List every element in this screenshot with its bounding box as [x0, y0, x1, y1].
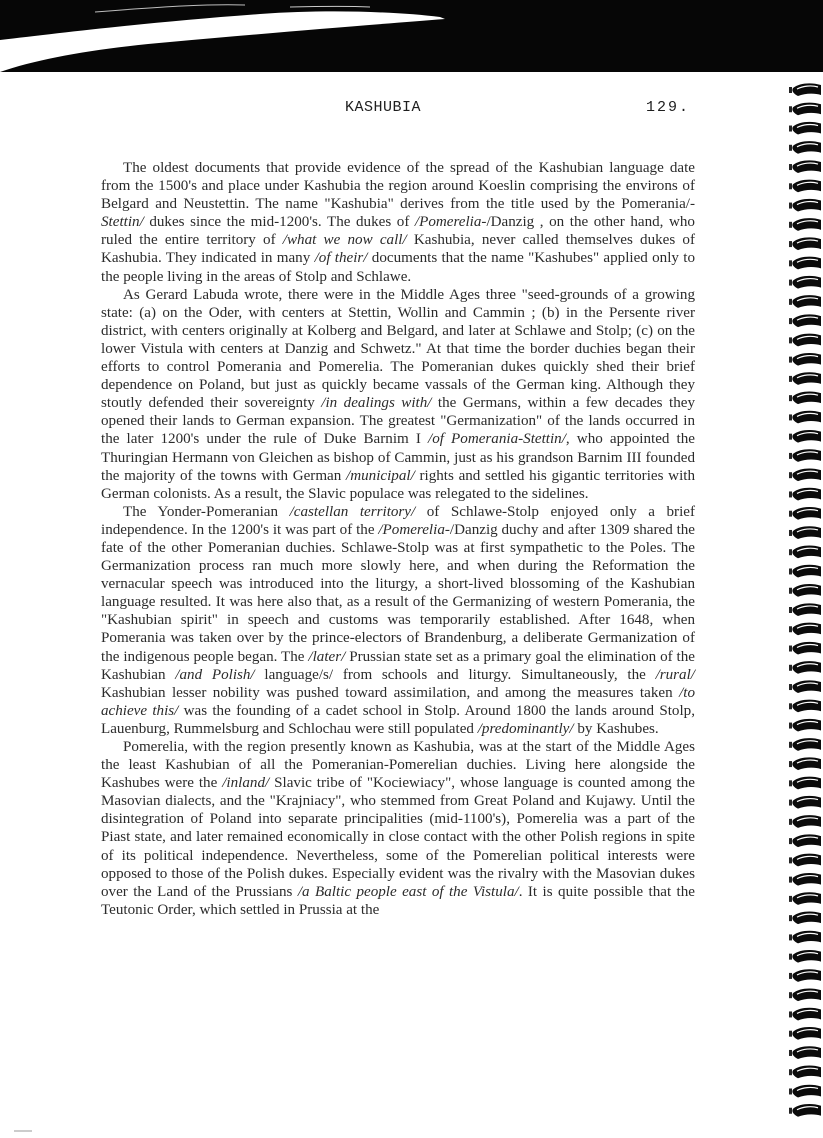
- header-title: KASHUBIA: [345, 99, 422, 116]
- italic-insertion: /inland/: [222, 775, 270, 792]
- text-run: , who appointed the Thuringian Hermann von Gleichen as bishop of Cammin, just as his grandson Barnim III founded the majority of the towns with German: [101, 431, 695, 484]
- binding-coil: [789, 1008, 821, 1021]
- binding-coil: [789, 661, 821, 674]
- binding-coil: [789, 1104, 821, 1117]
- binding-coil: [789, 160, 821, 173]
- binding-coil: [789, 257, 821, 270]
- scan-bottom-edge: [0, 1120, 823, 1128]
- binding-coil: [789, 642, 821, 655]
- binding-coil: [789, 141, 821, 154]
- text-run: As Gerard Labuda wrote, there were in the Middle Ages three "seed-grounds of a growing state: (a) on the Oder, with centers at Stettin, Wollin and Cammin ; (b) in the Persente river district, with centers originally at Kolberg and Belgard, and later at Schlawe and Stolp; (c) on the lower Vistula with centers at Danzig and Schwetz." At that time the border duchies began their efforts to control Pomerania and Pomerelia. The Pomeranian dukes quickly shed their brief dependence on Poland, but just as quickly became vassals of the German king. Although they stoutly defended their sovereignty: [101, 286, 695, 412]
- binding-coil: [789, 680, 821, 693]
- italic-insertion: /a Baltic people east of the Vistula/: [297, 883, 519, 900]
- binding-coil: [789, 180, 821, 193]
- binding-coil: [789, 237, 821, 250]
- text-run: Prussian state set as a primary goal the elimination of the Kashubian: [101, 648, 695, 683]
- spiral-binding-coils: [785, 78, 823, 1118]
- text-run: /Danzig , on the other hand, who ruled the entire territory of: [101, 214, 695, 249]
- binding-coil: [789, 122, 821, 135]
- page-edge-curl: [0, 0, 823, 72]
- binding-coil: [789, 507, 821, 520]
- scan-top-shadow: [0, 0, 823, 72]
- binding-coil: [789, 488, 821, 501]
- binding-coil: [789, 218, 821, 231]
- binding-coil: [789, 584, 821, 597]
- text-run: of Schlawe-Stolp enjoyed only a brief independence. In the 1200's it was part of the: [101, 503, 695, 538]
- binding-coil: [789, 603, 821, 616]
- binding-coil: [789, 83, 821, 96]
- italic-insertion: /later/: [308, 648, 346, 665]
- text-run: dukes since the mid-1200's. The dukes of: [143, 214, 415, 231]
- binding-coil: [789, 700, 821, 713]
- text-run: by Kashubes.: [573, 720, 659, 737]
- binding-coil: [789, 796, 821, 809]
- text-run: rights and settled his gigantic territories with German colonists. As a result, the Slavic populace was relegated to the sidelines.: [101, 467, 696, 502]
- italic-insertion: /Pomerelia-: [414, 214, 487, 231]
- binding-coil: [789, 526, 821, 539]
- binding-coil: [789, 1046, 821, 1059]
- text-run: Kashubian lesser nobility was pushed toward assimilation, and among the measures taken: [101, 684, 680, 701]
- text-run: documents that the name "Kashubes" applied only to the people living in the areas of Stolp and Schlawe.: [101, 250, 696, 285]
- binding-coil: [789, 719, 821, 732]
- binding-coil: [789, 988, 821, 1001]
- binding-coil: [789, 430, 821, 443]
- binding-coil: [789, 314, 821, 327]
- text-run: The oldest documents that provide evidence of the spread of the Kashubian language date from the 1500's and place under Kashubia the region around Koeslin comprising the environs of Belgard and Neustettin. The name "Kashubia" derives from the title used by the Pomerania/: [101, 160, 695, 213]
- italic-insertion: /rural/: [655, 666, 695, 683]
- paragraph: [101, 503, 695, 738]
- binding-coil: [789, 738, 821, 751]
- paragraph: [101, 286, 695, 503]
- binding-coil: [789, 1027, 821, 1040]
- binding-coil: [789, 546, 821, 559]
- italic-insertion: /what we now call/: [282, 232, 407, 249]
- binding-coil: [789, 565, 821, 578]
- italic-insertion: /castellan territory/: [289, 503, 416, 520]
- text-run: Slavic tribe of "Kociewiacy", whose language is counted among the Masovian dialects, and the "Krajniacy", who stemmed from Great Poland and Kujawy. Until the disintegration of Poland into separate principalities (mid-1100's), Pomerelia was a part of the Piast state, and later remained economically in close contact with the other Polish regions in spite of its political independence. Nevertheless, some of the Pomerelian political interests were opposed to those of the Polish dukes. Especially evident was the rivalry with the Masovian dukes over the Land of the Prussians: [101, 775, 695, 900]
- binding-coil: [789, 372, 821, 385]
- text-run: the Germans, within a few decades they opened their lands to German expansion. The greatest "Germanization" of the lands occurred in the later 1200's under the rule of Duke Barnim I: [101, 395, 695, 448]
- binding-coil: [789, 411, 821, 424]
- binding-coil: [789, 1066, 821, 1079]
- binding-coil: [789, 1085, 821, 1098]
- binding-coil: [789, 950, 821, 963]
- binding-coil: [789, 815, 821, 828]
- binding-coil: [789, 892, 821, 905]
- binding-coil: [789, 777, 821, 790]
- italic-insertion: /to achieve this/: [101, 684, 695, 719]
- binding-coil: [789, 757, 821, 770]
- binding-coil: [789, 449, 821, 462]
- binding-coil: [789, 623, 821, 636]
- binding-coil: [789, 295, 821, 308]
- text-run: Pomerelia, with the region presently known as Kashubia, was at the start of the Middle Ages the least Kashubian of all the Pomeranian-Pomerelian duchies. Living here alongside the Kashubes were the: [101, 739, 695, 792]
- binding-coil: [789, 854, 821, 867]
- text-run: Kashubia, never called themselves dukes of Kashubia. They indicated in many: [101, 232, 695, 267]
- binding-coil: [789, 969, 821, 982]
- binding-coil: [789, 199, 821, 212]
- binding-coil: [789, 468, 821, 481]
- italic-insertion: /in dealings with/: [321, 395, 432, 412]
- binding-coil: [789, 391, 821, 404]
- binding-coil: [789, 931, 821, 944]
- italic-insertion: /Pomerelia-: [378, 521, 450, 538]
- running-header: [0, 96, 823, 120]
- binding-coil: [789, 353, 821, 366]
- page-number: 129.: [646, 99, 691, 116]
- paragraph: [101, 738, 695, 919]
- italic-insertion: /of their/: [314, 250, 368, 267]
- binding-coil: [789, 334, 821, 347]
- text-run: . It is quite possible that the Teutonic Order, which settled in Prussia at the: [101, 883, 695, 918]
- spiral-binding: [785, 78, 823, 1118]
- text-run: language/s/ from schools and liturgy. Simultaneously, the: [254, 666, 656, 683]
- text-run: was the founding of a cadet school in Stolp. Around 1800 the lands around Stolp, Lauenburg, Rummelsburg and Schlochau were still populated: [101, 702, 695, 737]
- italic-insertion: /of Pomerania-Stettin/: [428, 431, 566, 448]
- italic-insertion: /and Polish/: [175, 666, 255, 683]
- paragraph: [101, 159, 695, 286]
- italic-insertion: /municipal/: [346, 467, 415, 484]
- binding-coil: [789, 103, 821, 116]
- italic-insertion: /predominantly/: [477, 720, 574, 737]
- italic-insertion: -Stettin/: [101, 196, 695, 231]
- text-run: /Danzig duchy and after 1309 shared the fate of the other Pomeranian duchies. Schlawe-Stolp was at first sympathetic to the Poles. The Germanization process ran much more slowly here, and when during the Reformation the vernacular speech was introduced into the liturgy, a short-lived blossoming of the Kashubian language resulted. It was here also that, as a result of the Germanizing of western Pomerania, the "Kashubian spirit" in speech and customs was temporarily established. After 1648, when Pomerania was taken over by the prince-electors of Brandenburg, a deliberate Germanization of the indigenous people began. The: [101, 521, 696, 665]
- body-text: [101, 159, 695, 919]
- binding-coil: [789, 911, 821, 924]
- binding-coil: [789, 834, 821, 847]
- text-run: The Yonder-Pomeranian: [123, 503, 290, 520]
- binding-coil: [789, 276, 821, 289]
- binding-coil: [789, 873, 821, 886]
